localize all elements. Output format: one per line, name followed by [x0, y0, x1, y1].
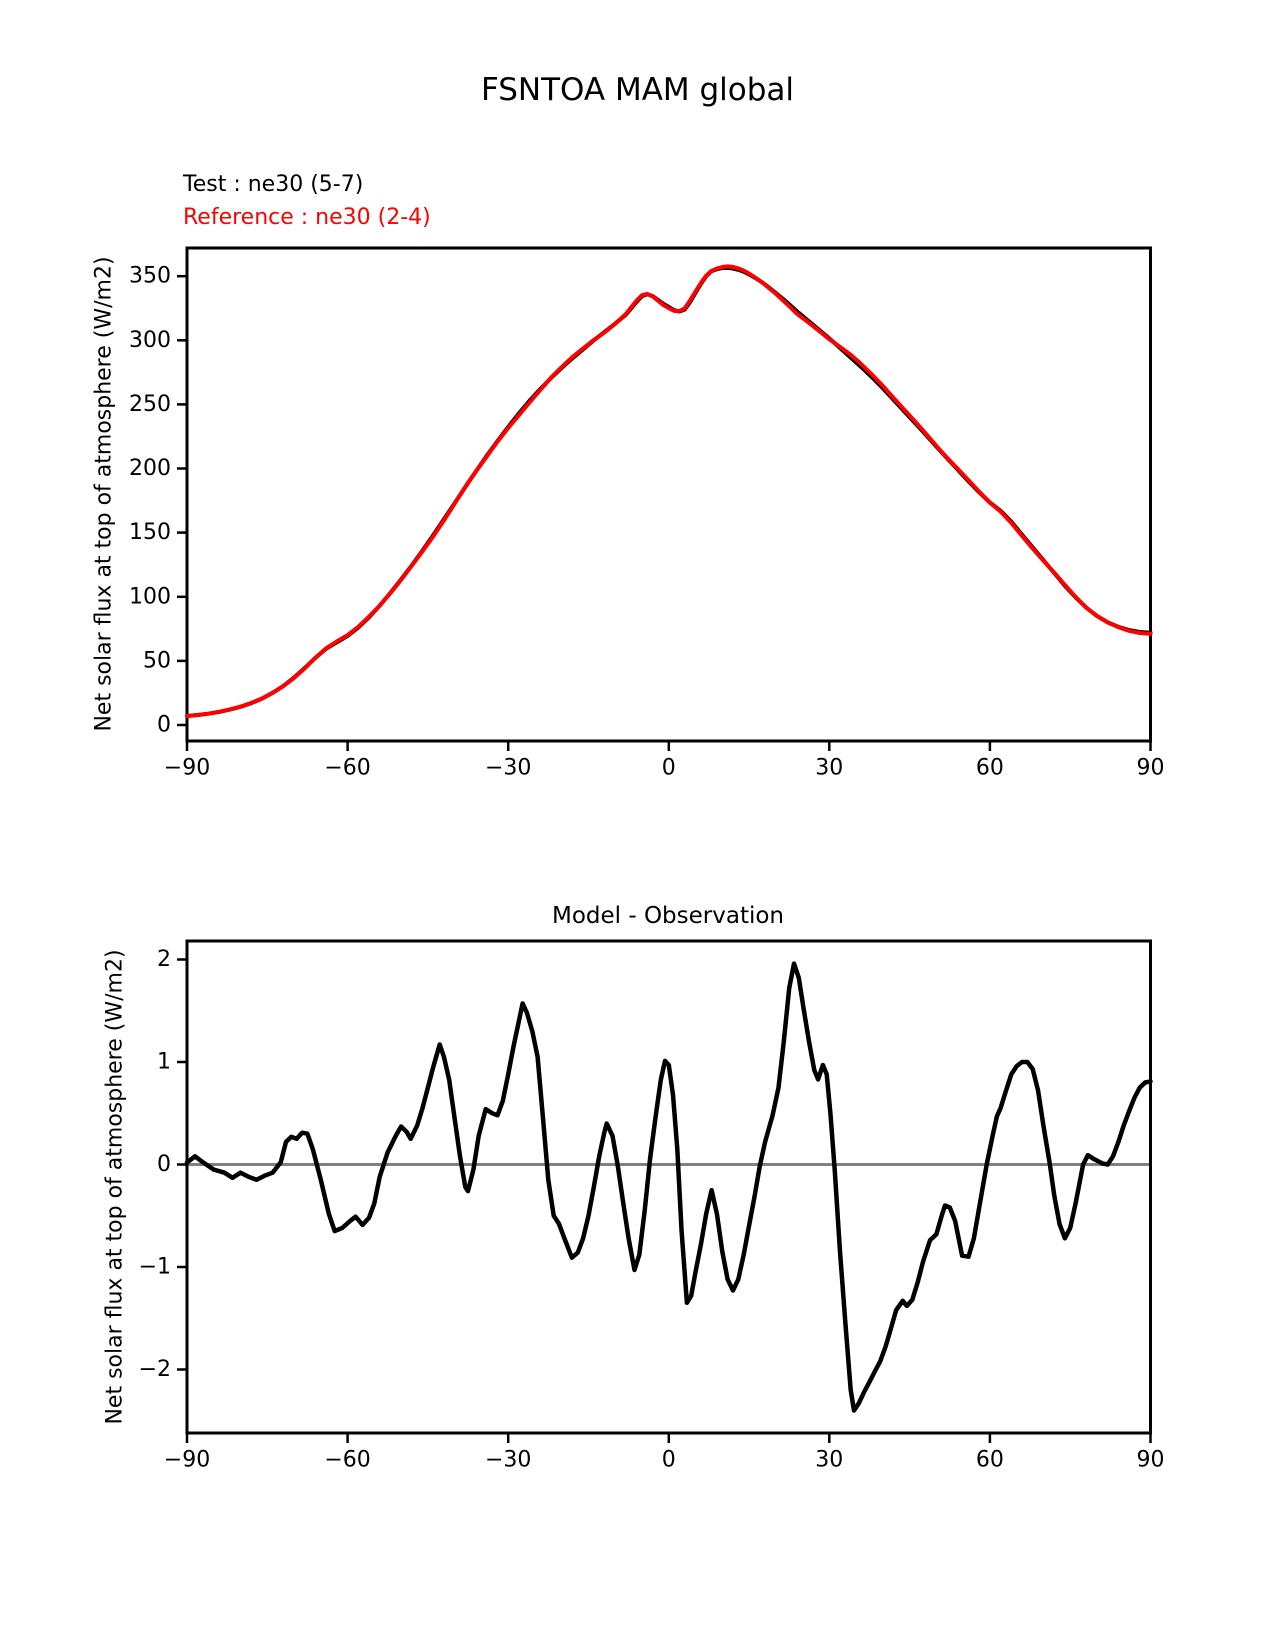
y-tick-label: 100 — [129, 584, 171, 610]
y-tick-label: 1 — [157, 1049, 171, 1075]
x-tick-label: 0 — [661, 1447, 676, 1473]
x-tick-label: 0 — [661, 755, 676, 781]
x-tick-label: 60 — [975, 1447, 1004, 1473]
x-tick-label: 30 — [815, 755, 844, 781]
x-tick-label: −60 — [324, 755, 371, 781]
x-tick-label: −90 — [163, 755, 211, 781]
x-tick-label: −60 — [324, 1447, 371, 1473]
x-tick-label: −30 — [484, 1447, 532, 1473]
y-tick-label: 200 — [129, 456, 171, 481]
y-tick-label: 150 — [129, 520, 171, 546]
y-tick-label: 50 — [143, 648, 171, 674]
difference-curve — [187, 964, 1151, 1411]
reference-curve — [187, 266, 1151, 716]
top-chart-y-axis-label: Net solar flux at top of atmosphere (W/m2) — [91, 256, 117, 732]
y-tick-label: 2 — [157, 947, 171, 972]
top-chart-axes — [129, 248, 1165, 781]
y-tick-label: 0 — [157, 1152, 171, 1177]
y-tick-label: −1 — [138, 1254, 171, 1280]
y-tick-label: 250 — [129, 391, 171, 417]
y-tick-label: 0 — [157, 712, 171, 738]
legend-test-label: Test : ne30 (5-7) — [183, 172, 364, 197]
x-tick-label: 60 — [975, 755, 1004, 781]
x-tick-label: 30 — [815, 1447, 844, 1473]
figure-title: FSNTOA MAM global — [480, 72, 795, 108]
test-curve — [187, 268, 1151, 716]
x-tick-label: −30 — [484, 755, 532, 781]
legend-reference-label: Reference : ne30 (2-4) — [183, 205, 431, 230]
bottom-chart-axes — [139, 941, 1165, 1473]
y-tick-label: 350 — [129, 263, 171, 289]
x-tick-label: 90 — [1136, 755, 1165, 781]
y-tick-label: −2 — [138, 1357, 171, 1382]
axes-spines — [187, 941, 1151, 1433]
y-tick-label: 300 — [129, 327, 171, 353]
axes-spines — [187, 248, 1151, 741]
x-tick-label: −90 — [163, 1447, 211, 1473]
bottom-chart-title: Model - Observation — [551, 903, 785, 929]
x-tick-label: 90 — [1136, 1447, 1165, 1473]
bottom-chart-y-axis-label: Net solar flux at top of atmosphere (W/m2) — [102, 949, 128, 1425]
